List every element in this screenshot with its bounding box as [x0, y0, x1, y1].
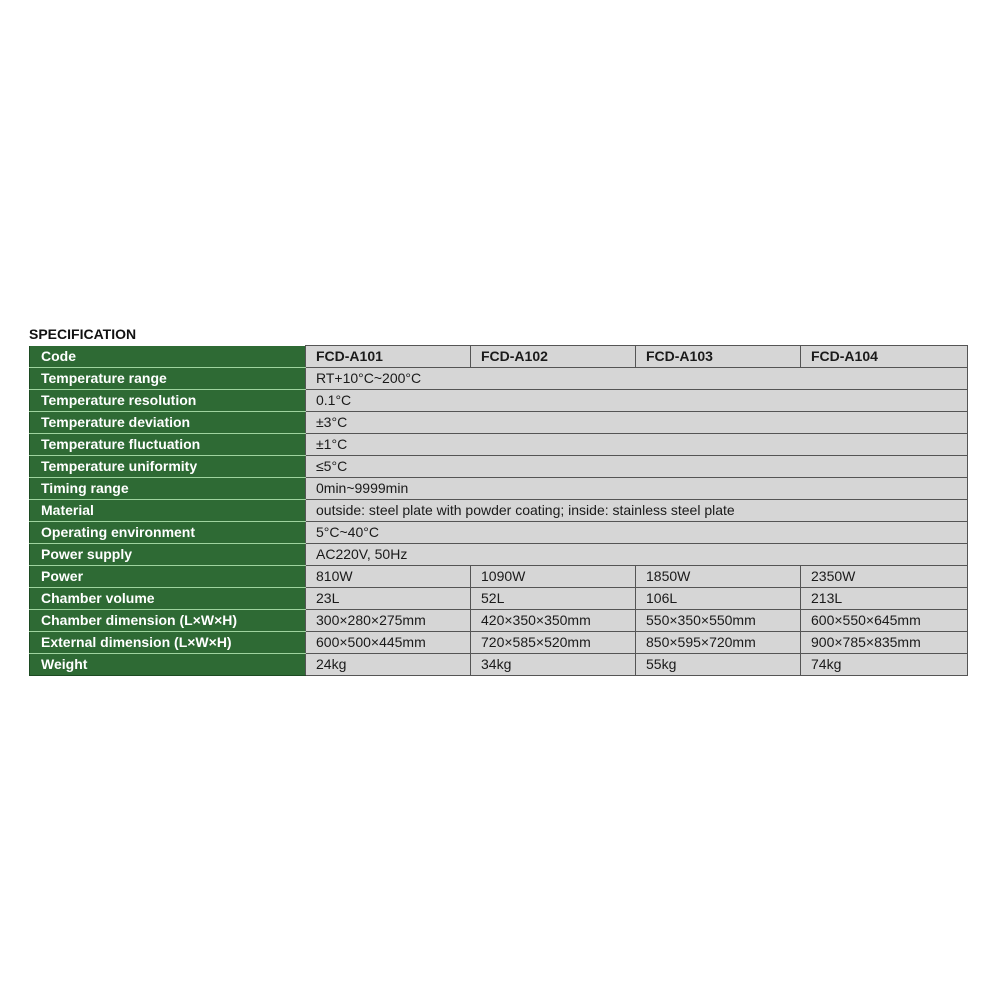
- row-label: Chamber dimension (L×W×H): [30, 610, 306, 632]
- cell-value: ≤5°C: [306, 456, 968, 478]
- table-row: [30, 544, 968, 566]
- table-row: [30, 390, 968, 412]
- cell-value: RT+10°C~200°C: [306, 368, 968, 390]
- table-row: [30, 654, 968, 676]
- row-label: Temperature resolution: [30, 390, 306, 412]
- cell-value: 0.1°C: [306, 390, 968, 412]
- cell-value: 300×280×275mm: [306, 610, 471, 632]
- cell-value: 23L: [306, 588, 471, 610]
- cell-value: outside: steel plate with powder coating; inside: stainless steel plate: [306, 500, 968, 522]
- table-row: [30, 632, 968, 654]
- row-label: Chamber volume: [30, 588, 306, 610]
- cell-value: 106L: [636, 588, 801, 610]
- cell-value: 850×595×720mm: [636, 632, 801, 654]
- cell-value: ±3°C: [306, 412, 968, 434]
- table-row: [30, 478, 968, 500]
- cell-value: 1850W: [636, 566, 801, 588]
- cell-value: 550×350×550mm: [636, 610, 801, 632]
- row-label: Material: [30, 500, 306, 522]
- row-label: Temperature range: [30, 368, 306, 390]
- row-label: External dimension (L×W×H): [30, 632, 306, 654]
- table-row: [30, 412, 968, 434]
- cell-value: 52L: [471, 588, 636, 610]
- row-label: Temperature uniformity: [30, 456, 306, 478]
- cell-value: 0min~9999min: [306, 478, 968, 500]
- cell-value: 34kg: [471, 654, 636, 676]
- cell-value: 2350W: [801, 566, 968, 588]
- row-label: Timing range: [30, 478, 306, 500]
- row-label: Power supply: [30, 544, 306, 566]
- cell-value: FCD-A101: [306, 346, 471, 368]
- spec-table: [29, 345, 968, 676]
- cell-value: FCD-A103: [636, 346, 801, 368]
- row-label: Power: [30, 566, 306, 588]
- row-label: Operating environment: [30, 522, 306, 544]
- cell-value: 24kg: [306, 654, 471, 676]
- cell-value: 420×350×350mm: [471, 610, 636, 632]
- cell-value: 720×585×520mm: [471, 632, 636, 654]
- cell-value: ±1°C: [306, 434, 968, 456]
- table-row: [30, 456, 968, 478]
- table-row: [30, 566, 968, 588]
- cell-value: 1090W: [471, 566, 636, 588]
- cell-value: 900×785×835mm: [801, 632, 968, 654]
- cell-value: 74kg: [801, 654, 968, 676]
- cell-value: FCD-A104: [801, 346, 968, 368]
- cell-value: 213L: [801, 588, 968, 610]
- section-title: SPECIFICATION: [29, 326, 137, 342]
- table-row: [30, 346, 968, 368]
- table-row: [30, 434, 968, 456]
- row-label: Temperature fluctuation: [30, 434, 306, 456]
- table-row: [30, 500, 968, 522]
- table-row: [30, 368, 968, 390]
- row-label: Code: [30, 346, 306, 368]
- cell-value: 600×550×645mm: [801, 610, 968, 632]
- cell-value: 55kg: [636, 654, 801, 676]
- cell-value: 5°C~40°C: [306, 522, 968, 544]
- table-row: [30, 588, 968, 610]
- cell-value: 600×500×445mm: [306, 632, 471, 654]
- cell-value: 810W: [306, 566, 471, 588]
- cell-value: AC220V, 50Hz: [306, 544, 968, 566]
- row-label: Temperature deviation: [30, 412, 306, 434]
- table-row: [30, 610, 968, 632]
- table-row: [30, 522, 968, 544]
- cell-value: FCD-A102: [471, 346, 636, 368]
- row-label: Weight: [30, 654, 306, 676]
